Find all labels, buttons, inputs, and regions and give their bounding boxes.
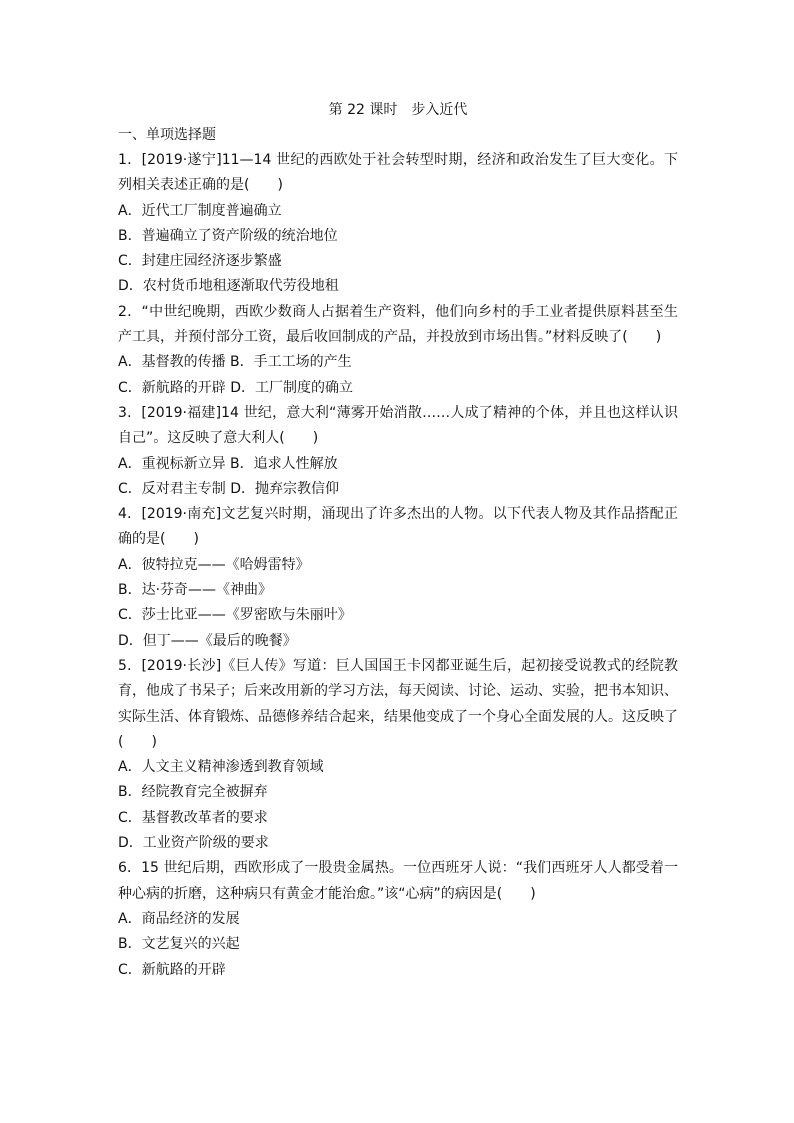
question-stem: 5．[2019·长沙]《巨人传》写道：巨人国国王卡冈都亚诞生后，起初接受说教式的经院教育，他成了书呆子；后来改用新的学习方法，每天阅读、讨论、运动、实验，把书本知识、实际生活、体育锻炼、品德修养结合起来，结果他变成了一个身心全面发展的人。这反映了( ): [118, 657, 678, 750]
question-4: [118, 502, 678, 654]
option-b: B．经院教育完全被摒弃: [118, 784, 268, 801]
question-stem: 1．[2019·遂宁]11—14 世纪的西欧处于社会转型时期，经济和政治发生了巨大变化。下列相关表述正确的是( ): [118, 152, 678, 194]
question-stem: 2．“中世纪晚期，西欧少数商人占据着生产资料，他们向乡村的手工业者提供原料甚至生产工具，并预付部分工资，最后收回制成的产品，并投放到市场出售。”材料反映了( ): [118, 303, 678, 346]
option-ab: A．重视标新立异 B．追求人性解放: [118, 455, 338, 472]
question-3: [118, 401, 678, 502]
option-d: D．工业资产阶级的要求: [118, 835, 269, 852]
page-title: 第 22 课时 步入近代: [328, 102, 468, 118]
question-5: [118, 654, 678, 856]
question-6: [118, 856, 678, 982]
question-stem: 6．15 世纪后期，西欧形成了一股贵金属热。一位西班牙人说：“我们西班牙人人都受着一种心病的折磨，这种病只有黄金才能治愈。”该“心病”的病因是( ): [118, 860, 678, 902]
option-c: C．新航路的开辟: [118, 961, 226, 978]
option-c: C．莎士比亚——《罗密欧与朱丽叶》: [118, 607, 352, 624]
question-2: [118, 300, 678, 401]
option-c: C．基督教改革者的要求: [118, 809, 268, 826]
option-a: A．人文主义精神渗透到教育领域: [118, 759, 324, 776]
document-page: [118, 100, 678, 983]
question-1: [118, 148, 678, 300]
option-a: A．近代工厂制度普遍确立: [118, 202, 282, 219]
option-b: B．达·芬奇——《神曲》: [118, 582, 273, 599]
option-a: A．商品经济的发展: [118, 910, 240, 927]
section-heading: 一、单项选择题: [118, 127, 216, 143]
option-ab: A．基督教的传播 B．手工工场的产生: [118, 354, 352, 371]
option-c: C．封建庄园经济逐步繁盛: [118, 253, 282, 270]
question-stem: 4．[2019·南充]文艺复兴时期，涌现出了许多杰出的人物。以下代表人物及其作品搭配正确的是( ): [118, 506, 678, 548]
question-stem: 3．[2019·福建]14 世纪，意大利“薄雾开始消散……人成了精神的个体，并且也这样认识自己”。这反映了意大利人( ): [118, 404, 678, 447]
option-b: B．文艺复兴的兴起: [118, 936, 240, 953]
option-b: B．普遍确立了资产阶级的统治地位: [118, 227, 338, 244]
option-d: D．但丁——《最后的晚餐》: [118, 632, 297, 649]
option-a: A．彼特拉克——《哈姆雷特》: [118, 556, 310, 573]
option-cd: C．反对君主专制 D．抛弃宗教信仰: [118, 480, 340, 497]
option-cd: C．新航路的开辟 D．工厂制度的确立: [118, 379, 354, 396]
option-d: D．农村货币地租逐渐取代劳役地租: [118, 278, 339, 295]
